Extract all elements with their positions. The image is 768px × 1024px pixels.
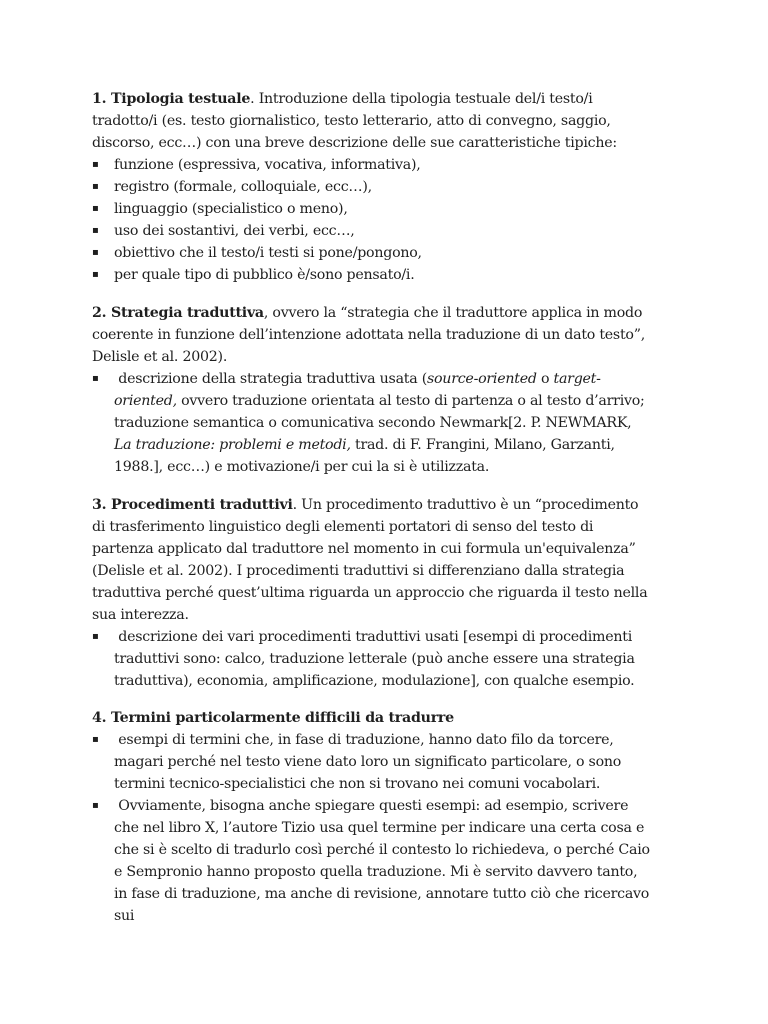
- list-item: [92, 729, 652, 795]
- list-item-text-part: o: [536, 371, 554, 387]
- section-3-text: . Un procedimento traduttivo è un “procedimento di trasferimento linguistico degli elementi portatori di senso del testo di partenza applicato dal traduttore nel momento in cui formula un'equivalenza” (Delisle et al. 2002). I procedimenti traduttivi si differenziano dalla strategia traduttiva perché quest’ultima riguarda un approccio che riguarda il testo nella sua interezza.: [92, 497, 648, 623]
- list-item-text: [114, 732, 621, 792]
- list-item-italic: target-oriented,: [114, 371, 601, 409]
- list-item-italic: source-oriented: [426, 371, 537, 387]
- section-1-text: . Introduzione della tipologia testuale del/i testo/i tradotto/i (es. testo giornalistico, testo letterario, atto di convegno, saggio, discorso, ecc…) con una breve descrizione delle sue caratteristiche tipiche:: [92, 91, 617, 151]
- bullet-icon: ▪: [92, 373, 99, 384]
- list-item-text: per quale tipo di pubblico è/sono pensato/i.: [114, 267, 415, 283]
- section-3-list: [92, 626, 652, 692]
- list-item-text: funzione (espressiva, vocativa, informativa),: [114, 157, 421, 173]
- list-item: [92, 220, 652, 242]
- section-2-paragraph: [92, 302, 652, 368]
- list-item-text: [114, 629, 635, 689]
- list-item: [92, 264, 652, 286]
- list-item-text: uso dei sostantivi, dei verbi, ecc…,: [114, 223, 355, 239]
- section-1-title: 1. Tipologia testuale: [92, 91, 251, 107]
- list-item-text-part: descrizione della strategia traduttiva usata (: [118, 371, 427, 387]
- list-item-text: [114, 798, 650, 924]
- list-item: [92, 198, 652, 220]
- list-item: [92, 154, 652, 176]
- section-4-paragraph: [92, 707, 652, 729]
- section-3-title: 3. Procedimenti traduttivi: [92, 497, 293, 513]
- list-item-text-part: Ovviamente, bisogna anche spiegare questi esempi: ad esempio, scrivere che nel libro X, l’autore Tizio usa quel termine per indicare una certa cosa e che si è scelto di tradurlo così perché il contesto lo richiedeva, o perché Caio e Sempronio hanno proposto quella traduzione. Mi è servito davvero tanto, in fase di traduzione, ma anche di revisione, annotare tutto ciò che ricercavo sui: [114, 798, 650, 924]
- bullet-icon: ▪: [92, 734, 99, 745]
- list-item-text: [114, 371, 645, 475]
- list-item: [92, 368, 652, 478]
- section-2-title: 2. Strategia traduttiva: [92, 305, 264, 321]
- section-4-list: [92, 729, 652, 927]
- section-2-text: , ovvero la “strategia che il traduttore applica in modo coerente in funzione dell’intenzione adottata nella traduzione di un dato testo”, Delisle et al. 2002).: [92, 305, 645, 365]
- section-2-list: [92, 368, 652, 478]
- book-title: La traduzione: problemi e metodi,: [114, 437, 351, 453]
- bullet-icon: ▪: [92, 247, 99, 258]
- list-item-text: linguaggio (specialistico o meno),: [114, 201, 348, 217]
- bullet-icon: ▪: [92, 631, 99, 642]
- list-item: [92, 795, 652, 927]
- section-3-paragraph: [92, 494, 652, 626]
- list-item-text: registro (formale, colloquiale, ecc…),: [114, 179, 372, 195]
- bullet-icon: ▪: [92, 800, 99, 811]
- list-item-text-part: descrizione dei vari procedimenti traduttivi usati [esempi di procedimenti traduttivi sono: calco, traduzione letterale (può anche essere una strategia traduttiva), economia, amplificazione, modulazione], con qualche esempio.: [114, 629, 635, 689]
- bullet-icon: ▪: [92, 159, 99, 170]
- bullet-icon: ▪: [92, 225, 99, 236]
- list-item-text-part: ovvero traduzione orientata al testo di partenza o al testo d’arrivo; traduzione semantica o comunicativa secondo Newmark[2. P. NEWMARK,: [114, 393, 645, 431]
- document-page: [92, 88, 652, 927]
- section-1-paragraph: [92, 88, 652, 154]
- section-4-title: 4. Termini particolarmente difficili da tradurre: [92, 710, 454, 726]
- section-1-list: [92, 154, 652, 286]
- bullet-icon: ▪: [92, 269, 99, 280]
- bullet-icon: ▪: [92, 181, 99, 192]
- list-item-text-part: trad. di F. Frangini, Milano, Garzanti, 1988.], ecc…) e motivazione/i per cui la si è utilizzata.: [114, 437, 615, 475]
- list-item-text-part: esempi di termini che, in fase di traduzione, hanno dato filo da torcere, magari perché nel testo viene dato loro un significato particolare, o sono termini tecnico-specialistici che non si trovano nei comuni vocabolari.: [114, 732, 622, 792]
- list-item: [92, 176, 652, 198]
- list-item: [92, 626, 652, 692]
- list-item-text: obiettivo che il testo/i testi si pone/pongono,: [114, 245, 422, 261]
- list-item: [92, 242, 652, 264]
- bullet-icon: ▪: [92, 203, 99, 214]
